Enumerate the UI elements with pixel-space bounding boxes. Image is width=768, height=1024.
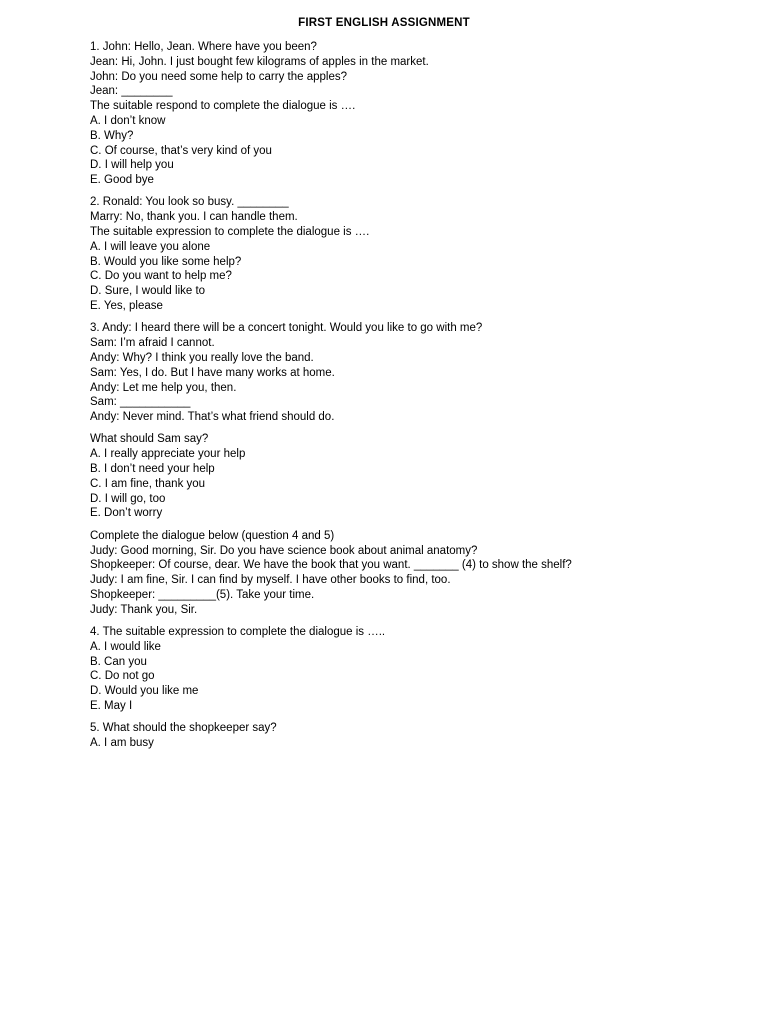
document-body	[90, 40, 730, 758]
text-line: What should Sam say?	[90, 433, 209, 446]
dialogue-4-5-block	[90, 529, 730, 618]
answer-option: E. May I	[90, 699, 133, 712]
text-line: Andy: Let me help you, then.	[90, 381, 237, 394]
question-5-block	[90, 721, 730, 751]
text-line: Andy: Why? I think you really love the band.	[90, 351, 314, 364]
answer-option: B. Why?	[90, 129, 134, 142]
answer-option: A. I would like	[90, 640, 161, 653]
text-line: Sam: Yes, I do. But I have many works at home.	[90, 366, 335, 379]
page-title: FIRST ENGLISH ASSIGNMENT	[298, 17, 470, 29]
answer-option: B. I don’t need your help	[90, 463, 215, 476]
question-2-block	[90, 195, 730, 313]
answer-option: E. Good bye	[90, 174, 154, 187]
answer-option: D. Would you like me	[90, 685, 199, 698]
text-line: 1. John: Hello, Jean. Where have you been?	[90, 41, 317, 53]
text-line: Marry: No, thank you. I can handle them.	[90, 211, 298, 224]
text-line: 2. Ronald: You look so busy. ________	[90, 196, 289, 209]
answer-option: A. I really appreciate your help	[90, 448, 246, 461]
answer-option: E. Yes, please	[90, 300, 163, 313]
answer-option: C. Do not go	[90, 670, 155, 683]
text-line: John: Do you need some help to carry the apples?	[90, 70, 347, 83]
question-3-options-block	[90, 432, 730, 521]
text-line: Sam: ___________	[90, 396, 191, 409]
answer-option: A. I will leave you alone	[90, 240, 211, 253]
text-line: Judy: Thank you, Sir.	[90, 603, 198, 616]
answer-option: C. Do you want to help me?	[90, 270, 232, 283]
text-line: 5. What should the shopkeeper say?	[90, 722, 277, 735]
text-line: Shopkeeper: Of course, dear. We have the book that you want. _______ (4) to show the shelf?	[90, 559, 572, 572]
text-line: 3. Andy: I heard there will be a concert tonight. Would you like to go with me?	[90, 322, 483, 335]
text-line: Shopkeeper: _________(5). Take your time.	[90, 588, 315, 601]
answer-option: D. Sure, I would like to	[90, 285, 206, 298]
answer-option: D. I will go, too	[90, 492, 166, 505]
text-line: The suitable respond to complete the dialogue is ….	[90, 100, 356, 113]
answer-option: B. Can you	[90, 655, 147, 668]
text-line: Jean: Hi, John. I just bought few kilograms of apples in the market.	[90, 55, 429, 68]
answer-option: A. I don’t know	[90, 114, 166, 127]
answer-option: C. Of course, that’s very kind of you	[90, 144, 272, 157]
question-1-block	[90, 40, 730, 188]
text-line: Jean: ________	[90, 85, 173, 98]
text-line: The suitable expression to complete the dialogue is ….	[90, 226, 370, 239]
answer-option: C. I am fine, thank you	[90, 477, 206, 490]
text-line: Complete the dialogue below (question 4 and 5)	[90, 529, 335, 542]
text-line: 4. The suitable expression to complete the dialogue is …..	[90, 625, 386, 638]
question-3-dialogue-block	[90, 321, 730, 425]
answer-option: E. Don’t worry	[90, 507, 163, 520]
question-4-block	[90, 625, 730, 714]
text-line: Sam: I’m afraid I cannot.	[90, 337, 215, 350]
text-line: Judy: Good morning, Sir. Do you have science book about animal anatomy?	[90, 544, 478, 557]
text-line: Andy: Never mind. That’s what friend should do.	[90, 411, 335, 424]
answer-option: A. I am busy	[90, 737, 154, 750]
answer-option: D. I will help you	[90, 159, 174, 172]
text-line: Judy: I am fine, Sir. I can find by myself. I have other books to find, too.	[90, 574, 451, 587]
answer-option: B. Would you like some help?	[90, 255, 242, 268]
